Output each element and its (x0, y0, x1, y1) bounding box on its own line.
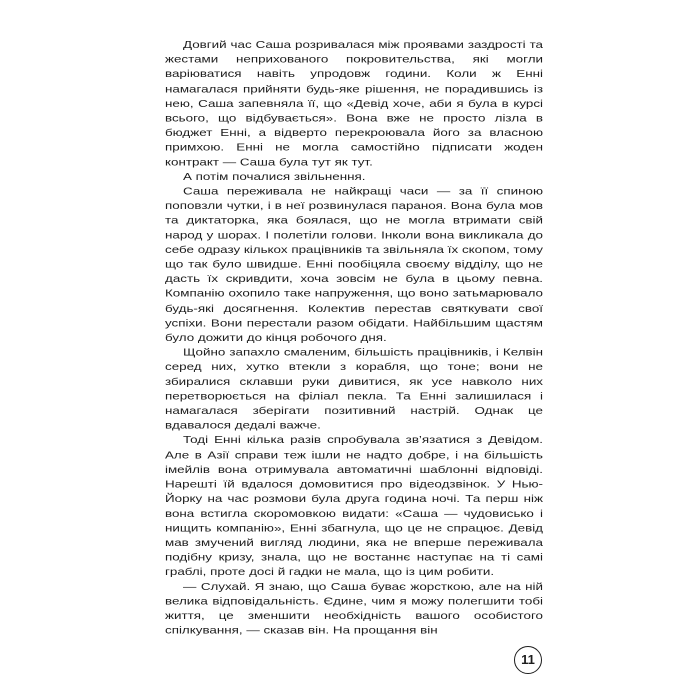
paragraph-3: Саша переживала не найкращі часи — за її спиною поповзли чутки, і в неї розвинулася параноя. Вона була мов та диктаторка, яка боялася, що не могла втримати свій народ у шорах. І полетіли голови. Інколи вона викликала до себе одразу кількох працівників та звільняла їх скопом, тому що так було швидше. Енні пообіцяла своєму відділу, що не дасть їх скривдити, хоча зовсім не була в цьому певна. Компанію охопило таке напруження, що воно затьмарювало будь-які досягнення. Колектив перестав святкувати свої успіхи. Вони перестали разом обідати. Найбільшим щастям було дожити до кінця робочого дня. (165, 185, 543, 344)
paragraph-1: Довгий час Саша розривалася між проявами заздрості та жестами неприхованого покровительства, які могли варіюватися навіть упродовж години. Коли ж Енні намагалася прийняти будь-яке рішення, не порадившись із нею, Саша запевняла її, що «Девід хоче, аби я була в курсі всього, що відбувається». Вона вже не просто лізла в бюджет Енні, а відверто перекроювала його за власною примхою. Енні не могла самостійно підписати жоден контракт — Саша була тут як тут. (165, 39, 543, 168)
paragraph-2: А потім почалися звільнення. (183, 171, 366, 183)
page-number-badge: 11 (514, 646, 542, 674)
body-text (165, 38, 543, 638)
paragraph-6: — Слухай. Я знаю, що Саша буває жорсткою, але на ній велика відповідальність. Єдине, чим я можу полегшити тобі життя, це зменшити необхідність вашого особистого спілкування, — сказав він. На прощання він (165, 581, 543, 636)
paragraph-4: Щойно запахло смаленим, більшість працівників, і Келвін серед них, хутко втекли з корабля, що тоне; вони не збиралися склавши руки дивитися, як усе навколо них перетворюється на філіал пекла. Та Енні залишилася і намагалася зберігати позитивний настрій. Однак це вдавалося дедалі важче. (165, 346, 543, 431)
paragraph-5: Тоді Енні кілька разів спробувала зв’язатися з Девідом. Але в Азії справи теж ішли не надто добре, і на більшість імейлів вона отримувала автоматичні шаблонні відповіді. Нарешті їй вдалося домовитися про відеодзвінок. У Нью-Йорку на час розмови була друга година ночі. Та перш ніж вона встигла скоромовкою видати: «Саша — чудовисько і нищить компанію», Енні збагнула, що це не спрацює. Девід мав змучений вигляд людини, яка не вперше переживала подібну кризу, знала, що не востаннє наступає на ті самі граблі, проте досі й гадки не мала, що із цим робити. (165, 434, 543, 578)
